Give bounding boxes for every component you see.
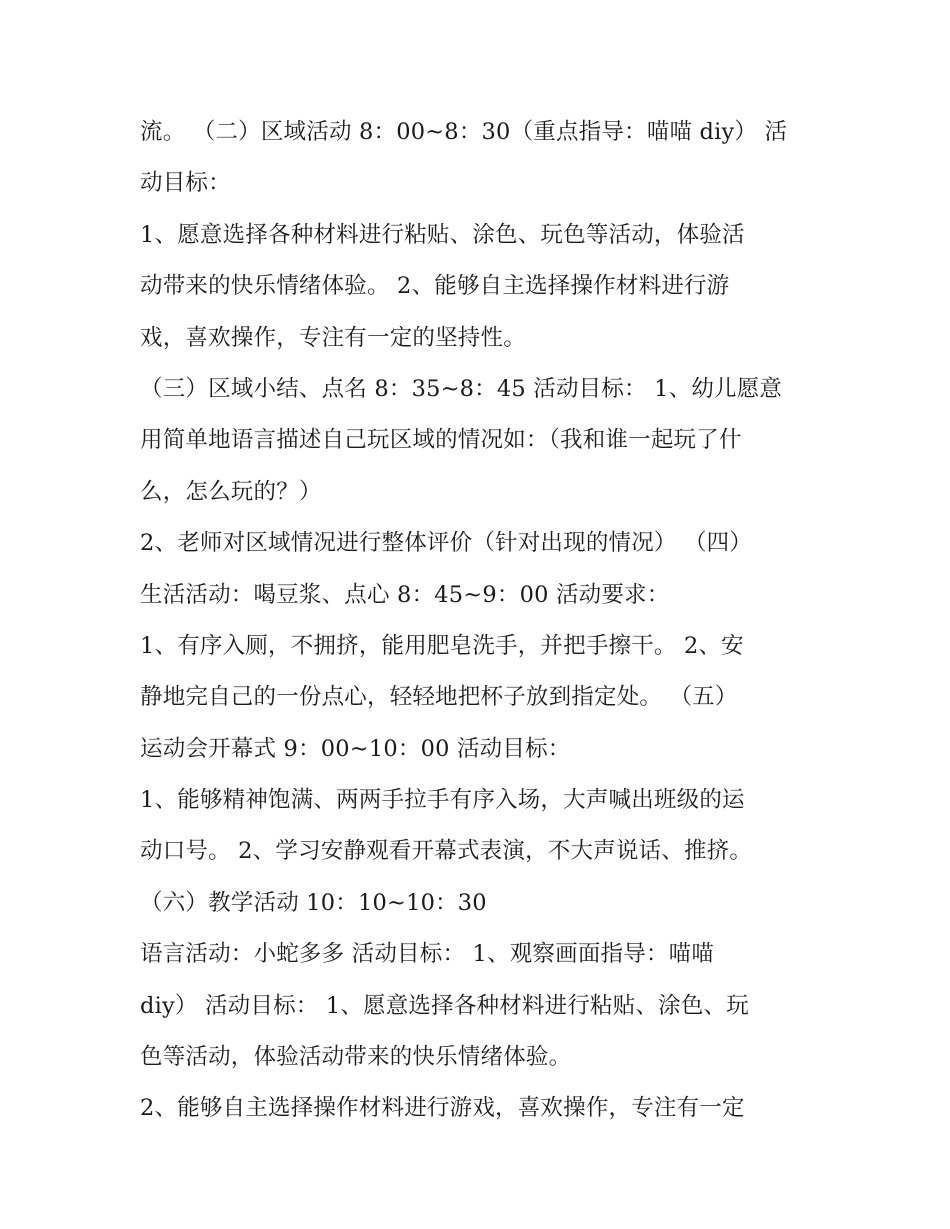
text-line: 动口号。 2、学习安静观看开幕式表演，不大声说话、推挤。 — [140, 838, 753, 865]
text-line: 生活活动：喝豆浆、点心 8：45~9：00 活动要求： — [140, 581, 670, 608]
text-line: 静地完自己的一份点心，轻轻地把杯子放到指定处。 （五） — [140, 684, 738, 711]
text-line: 1、有序入厕，不拥挤，能用肥皂洗手，并把手擦干。 2、安 — [140, 632, 744, 659]
text-line: 用简单地语言描述自己玩区域的情况如：（我和谁一起玩了什 — [140, 427, 742, 454]
text-line: （三）区域小结、点名 8：35~8：45 活动目标： 1、幼儿愿意 — [140, 375, 783, 402]
text-line: 动目标： — [140, 170, 231, 197]
text-line: 1、愿意选择各种材料进行粘贴、涂色、玩色等活动，体验活 — [140, 221, 745, 248]
text-line: 运动会开幕式 9：00~10：00 活动目标： — [140, 735, 571, 762]
text-line: 2、能够自主选择操作材料进行游戏，喜欢操作，专注有一定 — [140, 1095, 745, 1122]
text-line: 色等活动，体验活动带来的快乐情绪体验。 — [140, 1044, 572, 1071]
text-line: 么，怎么玩的？） — [140, 478, 322, 505]
text-line: 1、能够精神饱满、两两手拉手有序入场，大声喊出班级的运 — [140, 787, 745, 814]
text-line: 流。 （二）区域活动 8：00~8：30（重点指导：喵喵 diy） 活 — [140, 119, 788, 145]
text-line: 动带来的快乐情绪体验。 2、能够自主选择操作材料进行游 — [140, 273, 730, 300]
text-line: （六）教学活动 10：10~10：30 — [140, 889, 487, 916]
document-body — [140, 107, 820, 1135]
text-line: diy） 活动目标： 1、愿意选择各种材料进行粘贴、涂色、玩 — [140, 992, 749, 1019]
text-line: 戏，喜欢操作，专注有一定的坚持性。 — [140, 324, 526, 351]
text-line: 语言活动：小蛇多多 活动目标： 1、观察画面指导：喵喵 — [140, 941, 715, 968]
text-line: 2、老师对区域情况进行整体评价（针对出现的情况） （四） — [140, 530, 753, 557]
